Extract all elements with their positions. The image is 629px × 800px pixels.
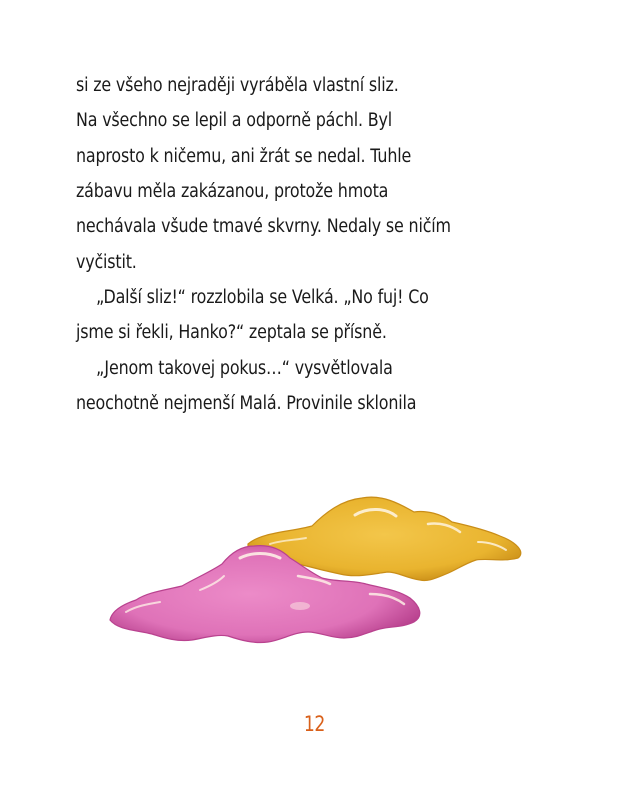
text-line-3: naprosto k ničemu, ani žrát se nedal. Tuhle bbox=[76, 146, 412, 167]
text-line-2: Na všechno se lepil a odporně páchl. Byl bbox=[76, 110, 393, 131]
text-line-5: nechávala všude tmavé skvrny. Nedaly se ničím bbox=[76, 216, 451, 237]
text-line-8: jsme si řekli, Hanko?“ zeptala se přísně. bbox=[76, 322, 387, 343]
text-line-10: neochotně nejmenší Malá. Provinile sklonila bbox=[76, 393, 417, 414]
text-line-4: zábavu měla zakázanou, protože hmota bbox=[76, 181, 389, 202]
text-line-7: „Další sliz!“ rozzlobila se Velká. „No fuj! Co bbox=[96, 287, 429, 308]
text-line-9: „Jenom takovej pokus…“ vysvětlovala bbox=[96, 358, 393, 379]
page-number: 12 bbox=[303, 712, 325, 736]
slime-illustration bbox=[0, 460, 629, 660]
text-line-6: vyčistit. bbox=[76, 252, 137, 273]
text-line-1: si ze všeho nejraději vyráběla vlastní sliz. bbox=[76, 75, 399, 96]
